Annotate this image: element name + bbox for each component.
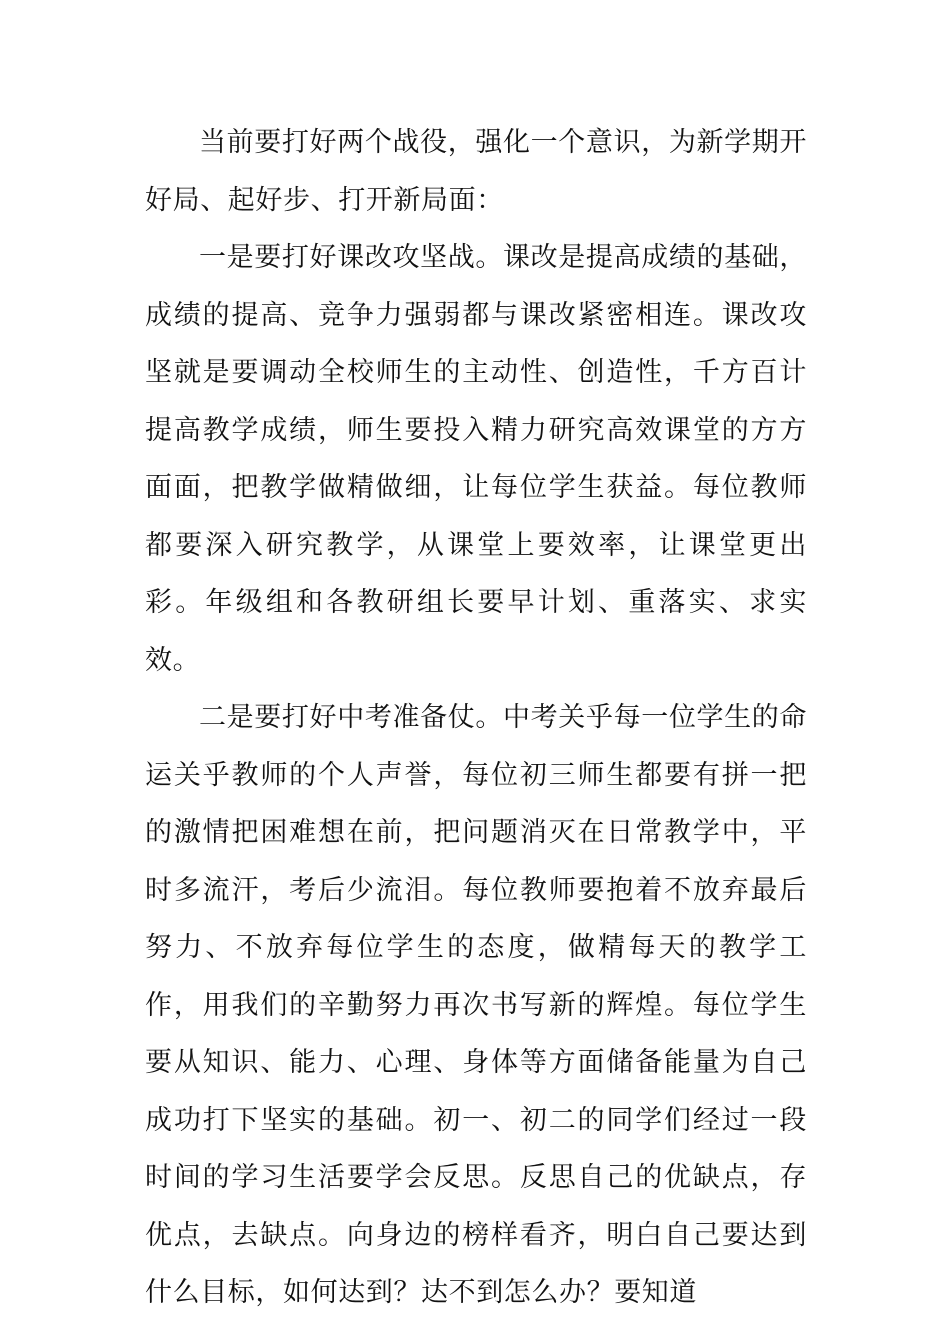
- paragraph-curriculum-reform: 一是要打好课改攻坚战。课改是提高成绩的基础，成绩的提高、竞争力强弱都与课改紧密相连。课改攻坚就是要调动全校师生的主动性、创造性，千方百计提高教学成绩，师生要投入精力研究高效课堂的方方面面，把教学做精做细，让每位学生获益。每位教师都要深入研究教学，从课堂上要效率，让课堂更出彩。年级组和各教研组长要早计划、重落实、求实效。: [145, 242, 807, 676]
- paragraph-intro: 当前要打好两个战役，强化一个意识，为新学期开好局、起好步、打开新局面：: [145, 127, 807, 216]
- document-body: [145, 114, 807, 1322]
- paragraph-exam-preparation: 二是要打好中考准备仗。中考关乎每一位学生的命运关乎教师的个人声誉，每位初三师生都要有拼一把的激情把困难想在前，把问题消灭在日常教学中，平时多流汗，考后少流泪。每位教师要抱着不放弃最后努力、不放弃每位学生的态度，做精每天的教学工作，用我们的辛勤努力再次书写新的辉煌。每位学生要从知识、能力、心理、身体等方面储备能量为自己成功打下坚实的基础。初一、初二的同学们经过一段时间的学习生活要学会反思。反思自己的优缺点，存优点，去缺点。向身边的榜样看齐，明白自己要达到什么目标，如何达到？达不到怎么办？要知道: [145, 702, 807, 1308]
